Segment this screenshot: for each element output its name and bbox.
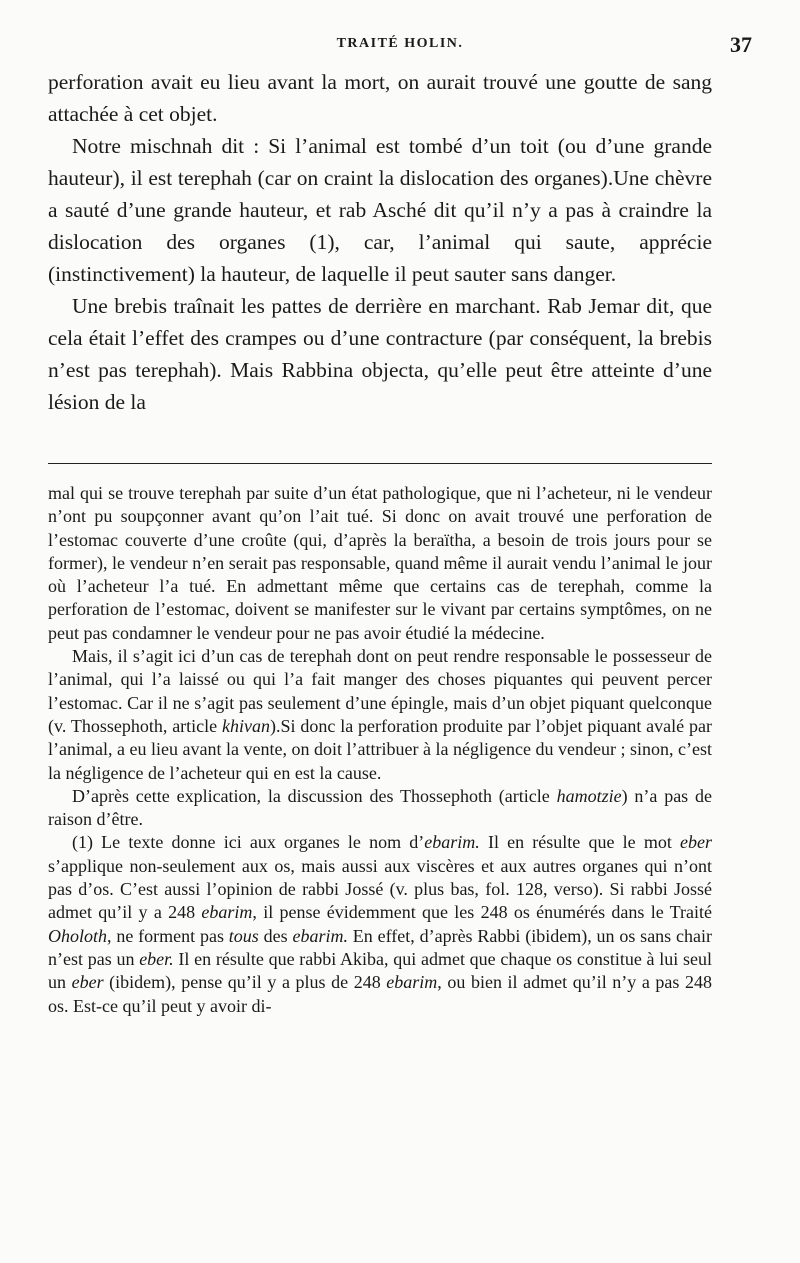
footnote-text: ).Si donc la perforation produite par l’objet piquant avalé par l’animal, a eu lieu avant la vente, on doit l’attribuer à la négligence du vendeur ; sinon, c’est la négligence de l’acheteur qui en est la cause. [48,715,712,783]
italic-term: ebarim [386,972,438,993]
footnote-paragraph [48,785,712,832]
italic-term: eber. [139,948,174,969]
footnote-text: Le texte donne ici aux organes le nom d’ [93,832,425,853]
italic-term: ebarim [201,902,253,923]
footnote-text: mal qui se trouve terephah par suite d’un état pathologique, que ni l’acheteur, ni le vendeur n’ont pu soupçonner avant qu’on l’ait tué. Si donc on avait trouvé une perforation de l’estomac couverte d’une croûte (qui, d’après la beraïtha, a besoin de trois jours pour se former), le vendeur n’en serait pas responsable, quand même il aurait vendu l’animal le jour où l’acheteur l’a tué. En admettant même que certains cas de terephah, comme la perforation de l’estomac, doivent se manifester sur le vivant par certains symptômes, on ne peut pas condamner le vendeur pour ne pas avoir étudié la médecine. [48,483,712,643]
footnote-paragraph [48,645,712,785]
footnote-text: Il en résulte que le mot [479,832,681,853]
footnote-separator [48,463,712,464]
footnote-text: Il en résulte que rabbi Akiba, qui admet que chaque os constitue à lui seul un [48,948,713,993]
italic-term: tous [228,925,259,946]
main-paragraph [48,66,712,130]
main-text [48,66,712,418]
main-paragraph [48,130,712,290]
italic-term: Oholoth [48,925,108,946]
main-paragraph-text: perforation avait eu lieu avant la mort, on aurait trouvé une goutte de sang attachée à cet objet. [48,70,712,126]
footnote-marker: (1) [72,832,93,853]
footnote-reference: (1) [309,230,335,254]
italic-term: khivan [222,715,270,736]
italic-term: ebarim. [292,925,348,946]
footnote-paragraph [48,831,712,1017]
italic-term: hamotzie [556,785,622,806]
footnote-text: ) n’a pas de raison d’être. [48,785,712,830]
main-paragraph-text: , car, l’animal qui saute, apprécie (instinctivement) la hauteur, de laquelle il peut sauter sans danger. [48,230,712,286]
footnote-paragraph [48,482,712,645]
italic-term: eber [71,972,104,993]
running-header [48,32,752,56]
main-paragraph-text: Notre mischnah dit : Si l’animal est tombé d’un toit (ou d’une grande hauteur), il est terephah (car on craint la dislocation des organes).Une chèvre a sauté d’une grande hauteur, et rab Asché dit qu’il n’y a pas à craindre la dislocation des organes [48,134,712,254]
footnotes [48,482,712,1018]
page-number: 37 [730,32,752,57]
footnote-text: , ou bien il admet qu’il n’y a pas 248 os. Est-ce qu’il peut y avoir di- [48,972,713,1016]
footnote-text: En effet, d’après Rabbi (ibidem), un os sans chair n’est pas un [48,925,712,969]
footnote-text: Mais, il s’agit ici d’un cas de terephah dont on peut rendre responsable le possesseur de l’animal, qui l’a laissé ou qui l’a fait manger des choses piquantes qui peuvent percer l’estomac. Car il ne s’agit pas seulement d’une épingle, mais d’un objet piquant quelconque (v. Thossephoth, article [48,646,712,736]
footnote-text: , ne forment pas [107,925,229,946]
main-paragraph-text: Une brebis traînait les pattes de derrière en marchant. Rab Jemar dit, que cela était l’effet des crampes ou d’une contracture (par conséquent, la brebis n’est pas terephah). Mais Rabbina objecta, qu’elle peut être atteinte d’une lésion de la [48,294,712,414]
footnote-text: des [258,925,293,946]
running-title: TRAITÉ HOLIN. [336,36,464,51]
italic-term: ebarim. [424,832,480,853]
footnote-text: s’applique non-seulement aux os, mais aussi aux viscères et aux autres organes qui n’ont pas d’os. C’est aussi l’opinion de rabbi Jossé (v. plus bas, fol. 128, verso). Si rabbi Jossé admet qu’il y a 248 [48,855,712,923]
main-paragraph [48,290,712,418]
italic-term: eber [680,832,713,853]
footnote-text: (ibidem), pense qu’il y a plus de 248 [103,972,387,993]
footnote-text: D’après cette explication, la discussion des Thossephoth (article [72,785,557,806]
footnote-text: , il pense évidemment que les 248 os énumérés dans le Traité [252,902,712,923]
